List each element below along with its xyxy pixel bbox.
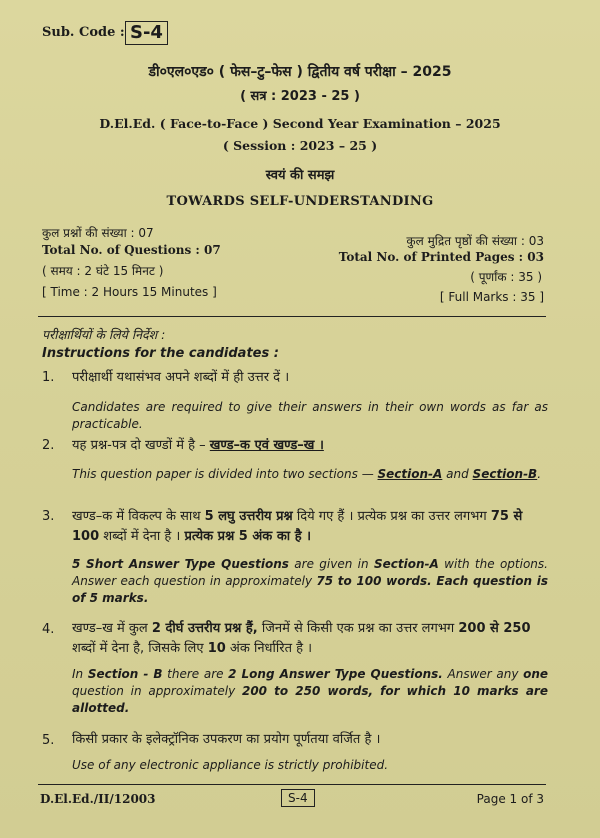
item-5-number: 5. xyxy=(42,733,55,748)
marks-english: [ Full Marks : 35 ] xyxy=(439,290,544,304)
item-5-hindi: किसी प्रकार के इलेक्ट्रॉनिक उपकरण का प्रयोग पूर्णतया वर्जित है । xyxy=(72,732,381,747)
pages-english: Total No. of Printed Pages : 03 xyxy=(338,250,544,264)
subject-hindi: स्वयं की समझ xyxy=(265,168,335,183)
item-2-english: This question paper is divided into two sections — Section-A and Section-B. xyxy=(72,467,542,481)
title-hindi: डी०एल०एड० ( फेस–टु–फेस ) द्वितीय वर्ष परीक्षा – 2025 xyxy=(148,64,452,80)
instructions-heading-english: Instructions for the candidates : xyxy=(42,346,279,361)
pages-hindi: कुल मुद्रित पृष्ठों की संख्या : 03 xyxy=(406,234,544,248)
divider-top xyxy=(38,316,546,317)
divider-bottom xyxy=(38,784,546,785)
time-hindi: ( समय : 2 घंटे 15 मिनट ) xyxy=(42,264,164,278)
item-2-number: 2. xyxy=(42,438,55,453)
item-5-english: Use of any electronic appliance is strictly prohibited. xyxy=(72,758,389,772)
subject-english: TOWARDS SELF-UNDERSTANDING xyxy=(166,194,434,209)
instructions-heading-hindi: परीक्षार्थियों के लिये निर्देश : xyxy=(42,327,166,342)
item-1-english: Candidates are required to give their answers in their own words as far as practicable. xyxy=(72,400,548,431)
item-4-english: In Section - B there are 2 Long Answer Type Questions. Answer any one question in approximately 200 to 250 words, for which 10 marks are allotted. xyxy=(72,667,549,715)
title-english: D.El.Ed. ( Face-to-Face ) Second Year Examination – 2025 xyxy=(99,116,501,131)
footer-sub-code-box: S-4 xyxy=(281,789,315,807)
footer-paper-code: D.El.Ed./II/12003 xyxy=(40,792,156,806)
item-1-hindi: परीक्षार्थी यथासंभव अपने शब्दों में ही उत्तर दें । xyxy=(72,370,290,385)
item-4-number: 4. xyxy=(42,622,55,637)
marks-hindi: ( पूर्णांक : 35 ) xyxy=(470,270,542,284)
sub-code-box: S-4 xyxy=(125,21,168,45)
footer-page-number: Page 1 of 3 xyxy=(476,792,544,806)
item-4-hindi: खण्ड–ख में कुल 2 दीर्घ उत्तरीय प्रश्न हैं, जिनमें से किसी एक प्रश्न का उत्तर लगभग 200 से 250 शब्दों में देना है, जिसके लिए 10 अंक निर्धारित है । xyxy=(72,621,531,656)
questions-english: Total No. of Questions : 07 xyxy=(42,243,221,257)
item-3-number: 3. xyxy=(42,509,55,524)
time-english: [ Time : 2 Hours 15 Minutes ] xyxy=(42,285,217,299)
item-3-hindi: खण्ड–क में विकल्प के साथ 5 लघु उत्तरीय प्रश्न दिये गए हैं । प्रत्येक प्रश्न का उत्तर लगभग 75 से 100 शब्दों में देना है । प्रत्येक प्रश्न 5 अंक का है । xyxy=(72,509,523,544)
sub-code-label: Sub. Code : xyxy=(42,25,125,40)
item-2-hindi: यह प्रश्न-पत्र दो खण्डों में है – खण्ड–क एवं खण्ड–ख । xyxy=(72,438,324,453)
item-1-number: 1. xyxy=(42,370,55,385)
session-hindi: ( सत्र : 2023 - 25 ) xyxy=(240,89,360,104)
session-english: ( Session : 2023 – 25 ) xyxy=(222,138,378,153)
questions-hindi: कुल प्रश्नों की संख्या : 07 xyxy=(42,226,154,240)
item-3-english: 5 Short Answer Type Questions are given in Section-A with the options. Answer each question in approximately 75 to 100 words. Each question is of 5 marks. xyxy=(72,557,549,605)
